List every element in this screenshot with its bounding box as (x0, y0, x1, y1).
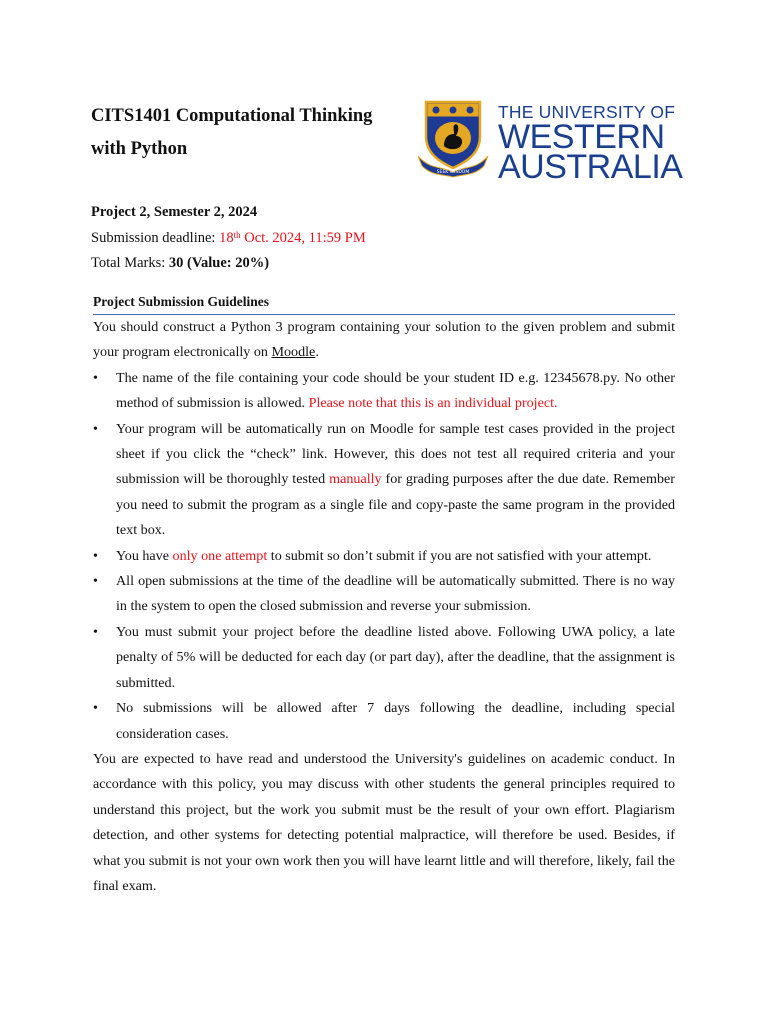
moodle-link[interactable]: Moodle (271, 344, 316, 361)
list-item: • You must submit your project before the deadline listed above. Following UWA policy, a late penalty of 5% will be deducted for each day (or part day), after the deadline, that the assignment is submitted. (93, 620, 675, 696)
marks-label: Total Marks: (91, 255, 169, 271)
section-heading: Project Submission Guidelines (93, 292, 675, 315)
deadline-value (219, 230, 366, 246)
submission-deadline (91, 226, 366, 252)
university-logo (418, 100, 683, 186)
intro-text: You should construct a Python 3 program containing your solution to the given problem and submit your program electronically on (93, 319, 675, 361)
project-meta (91, 200, 366, 277)
deadline-day-suffix: th (233, 229, 241, 240)
guidelines-body (93, 315, 675, 899)
marks-value: 30 (Value: 20%) (168, 255, 270, 271)
bullet-3-highlight: only one attempt (172, 547, 268, 564)
guidelines-list (93, 366, 675, 747)
logo-line3: AUSTRALIA (498, 148, 683, 186)
deadline-rest: Oct. 2024, 11:59 PM (240, 229, 366, 246)
intro-end: . (315, 344, 319, 361)
list-item (93, 544, 675, 569)
list-item: • All open submissions at the time of the deadline will be automatically submitted. There is no way in the system to open the closed submission and reverse your submission. (93, 569, 675, 620)
bullet-2-text-end: for grading purposes after the due date. Remember you need to submit the program as a single file and copy-paste the same program in the provided text box. (116, 471, 675, 539)
bullet-1-text: The name of the file containing your code should be your student ID e.g. 12345678.py. No other method of submission is allowed. (116, 369, 675, 412)
closing-paragraph: You are expected to have read and understood the University's guidelines on academic conduct. In accordance with this policy, you may discuss with other students the general principles required to understand this project, but the work you submit must be the result of your own effort. Plagiarism detection, and other systems for detecting potential malpractice, will therefore be used. Besides, if what you submit is not your own work then you will have learnt little and will therefore, likely, fail the final exam. (93, 750, 675, 894)
list-item: • No submissions will be allowed after 7 days following the deadline, including special consideration cases. (93, 696, 675, 747)
bullet-3-text-end: to submit so don’t submit if you are not satisfied with your attempt. (267, 547, 652, 564)
deadline-label: Submission deadline: (91, 229, 220, 246)
logo-line2: WESTERN (498, 118, 665, 156)
uwa-crest-icon (418, 100, 494, 178)
logo-wordmark (498, 102, 683, 186)
logo-line1: THE UNIVERSITY OF (498, 102, 676, 122)
course-title-line1: CITS1401 Computational Thinking (91, 106, 373, 126)
bullet-3-text: You have (116, 547, 173, 564)
project-label: Project 2, Semester 2, 2024 (91, 204, 258, 220)
course-title-line2: with Python (91, 139, 188, 159)
bullet-2-text: Your program will be automatically run on Moodle for sample test cases provided in the project sheet if you click the “check” link. However, this does not test all required criteria and your submission will be thoroughly tested (116, 420, 675, 488)
logo-motto: SEEK WISDOM (436, 170, 470, 175)
course-title (91, 100, 421, 166)
total-marks (91, 251, 366, 277)
list-item (93, 417, 675, 544)
intro-paragraph (93, 315, 675, 366)
bullet-2-highlight: manually (329, 471, 382, 488)
bullet-1-highlight: Please note that this is an individual project. (308, 395, 558, 412)
deadline-day: 18 (219, 229, 234, 246)
list-item (93, 366, 675, 417)
